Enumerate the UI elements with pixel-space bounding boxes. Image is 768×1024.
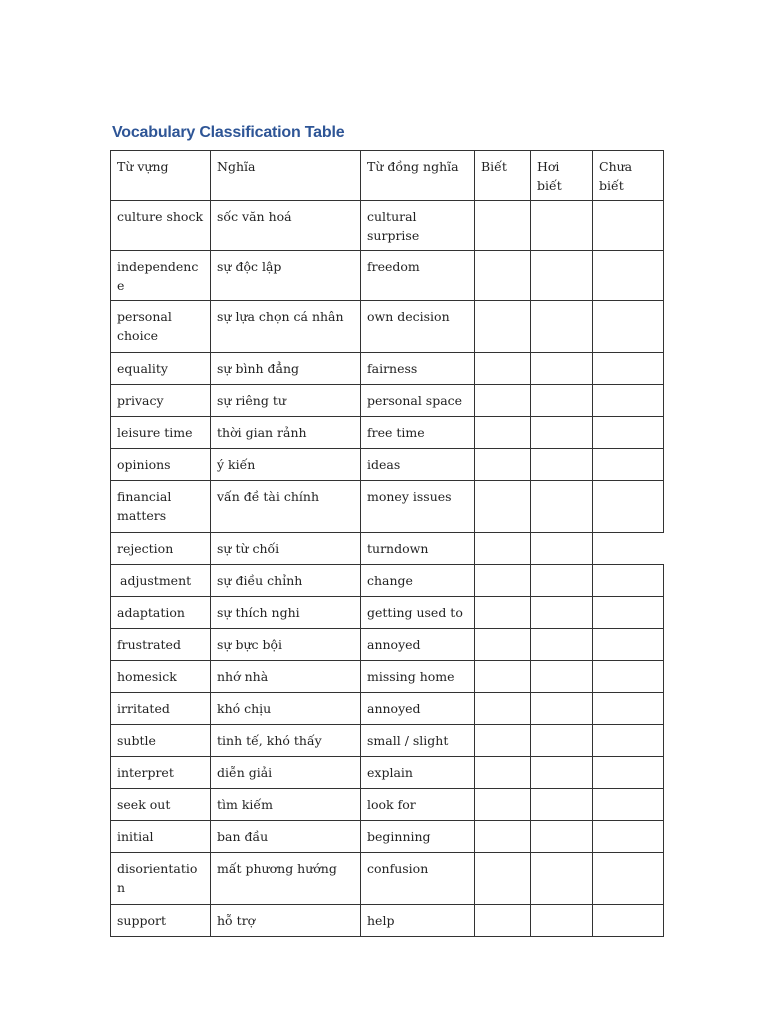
partly-know-checkbox-cell[interactable] xyxy=(531,661,593,693)
term-cell: support xyxy=(111,905,211,937)
table-row xyxy=(111,661,664,693)
not-know-checkbox-cell[interactable] xyxy=(593,481,664,533)
meaning-cell: sốc văn hoá xyxy=(211,201,361,251)
partly-know-checkbox-cell[interactable] xyxy=(531,201,593,251)
term-cell: privacy xyxy=(111,385,211,417)
know-checkbox-cell[interactable] xyxy=(475,565,531,597)
term-cell: interpret xyxy=(111,757,211,789)
synonym-cell: ideas xyxy=(361,449,475,481)
not-know-checkbox-cell[interactable] xyxy=(593,385,664,417)
header-know: Biết xyxy=(475,151,531,201)
meaning-cell: sự độc lập xyxy=(211,251,361,301)
meaning-cell: sự bực bội xyxy=(211,629,361,661)
meaning-cell: thời gian rảnh xyxy=(211,417,361,449)
synonym-cell: fairness xyxy=(361,353,475,385)
not-know-checkbox-cell[interactable] xyxy=(593,597,664,629)
partly-know-checkbox-cell[interactable] xyxy=(531,905,593,937)
partly-know-checkbox-cell[interactable] xyxy=(531,597,593,629)
table-row xyxy=(111,853,664,905)
not-know-checkbox-cell[interactable] xyxy=(593,251,664,301)
table-row xyxy=(111,201,664,251)
meaning-cell: vấn đề tài chính xyxy=(211,481,361,533)
synonym-cell: small / slight xyxy=(361,725,475,757)
term-cell: equality xyxy=(111,353,211,385)
partly-know-checkbox-cell[interactable] xyxy=(531,821,593,853)
table-row xyxy=(111,905,664,937)
synonym-cell: personal space xyxy=(361,385,475,417)
partly-know-checkbox-cell[interactable] xyxy=(531,629,593,661)
meaning-cell: sự riêng tư xyxy=(211,385,361,417)
know-checkbox-cell[interactable] xyxy=(475,629,531,661)
synonym-cell: help xyxy=(361,905,475,937)
not-know-checkbox-cell[interactable] xyxy=(593,725,664,757)
term-cell: frustrated xyxy=(111,629,211,661)
not-know-checkbox-cell[interactable] xyxy=(593,661,664,693)
meaning-cell: tìm kiếm xyxy=(211,789,361,821)
know-checkbox-cell[interactable] xyxy=(475,417,531,449)
know-checkbox-cell[interactable] xyxy=(475,251,531,301)
know-checkbox-cell[interactable] xyxy=(475,789,531,821)
know-checkbox-cell[interactable] xyxy=(475,533,531,565)
know-checkbox-cell[interactable] xyxy=(475,661,531,693)
partly-know-checkbox-cell[interactable] xyxy=(531,251,593,301)
know-checkbox-cell[interactable] xyxy=(475,757,531,789)
not-know-checkbox-cell[interactable] xyxy=(593,533,664,565)
table-row xyxy=(111,693,664,725)
know-checkbox-cell[interactable] xyxy=(475,385,531,417)
synonym-cell: annoyed xyxy=(361,629,475,661)
synonym-cell: explain xyxy=(361,757,475,789)
partly-know-checkbox-cell[interactable] xyxy=(531,481,593,533)
know-checkbox-cell[interactable] xyxy=(475,201,531,251)
partly-know-checkbox-cell[interactable] xyxy=(531,757,593,789)
table-row xyxy=(111,251,664,301)
not-know-checkbox-cell[interactable] xyxy=(593,201,664,251)
not-know-checkbox-cell[interactable] xyxy=(593,629,664,661)
term-cell: adaptation xyxy=(111,597,211,629)
meaning-cell: sự bình đẳng xyxy=(211,353,361,385)
synonym-cell: freedom xyxy=(361,251,475,301)
header-synonym: Từ đồng nghĩa xyxy=(361,151,475,201)
meaning-cell: tinh tế, khó thấy xyxy=(211,725,361,757)
table-row xyxy=(111,533,664,565)
know-checkbox-cell[interactable] xyxy=(475,821,531,853)
meaning-cell: sự điều chỉnh xyxy=(211,565,361,597)
know-checkbox-cell[interactable] xyxy=(475,693,531,725)
know-checkbox-cell[interactable] xyxy=(475,597,531,629)
partly-know-checkbox-cell[interactable] xyxy=(531,417,593,449)
partly-know-checkbox-cell[interactable] xyxy=(531,693,593,725)
table-row xyxy=(111,725,664,757)
meaning-cell: diễn giải xyxy=(211,757,361,789)
table-row xyxy=(111,565,664,597)
term-cell: culture shock xyxy=(111,201,211,251)
term-cell: irritated xyxy=(111,693,211,725)
term-cell: initial xyxy=(111,821,211,853)
synonym-cell: annoyed xyxy=(361,693,475,725)
term-cell: subtle xyxy=(111,725,211,757)
partly-know-checkbox-cell[interactable] xyxy=(531,565,593,597)
table-header-row xyxy=(111,151,664,201)
synonym-cell: change xyxy=(361,565,475,597)
partly-know-checkbox-cell[interactable] xyxy=(531,853,593,905)
not-know-checkbox-cell[interactable] xyxy=(593,905,664,937)
know-checkbox-cell[interactable] xyxy=(475,301,531,353)
table-row xyxy=(111,629,664,661)
page-title: Vocabulary Classification Table xyxy=(112,124,345,141)
meaning-cell: sự thích nghi xyxy=(211,597,361,629)
meaning-cell: ban đầu xyxy=(211,821,361,853)
synonym-cell: getting used to xyxy=(361,597,475,629)
know-checkbox-cell[interactable] xyxy=(475,725,531,757)
header-term: Từ vựng xyxy=(111,151,211,201)
term-cell: independence xyxy=(111,251,211,301)
synonym-cell: turndown xyxy=(361,533,475,565)
synonym-cell: confusion xyxy=(361,853,475,905)
term-cell: personal choice xyxy=(111,301,211,353)
term-cell: seek out xyxy=(111,789,211,821)
meaning-cell: hỗ trợ xyxy=(211,905,361,937)
meaning-cell: ý kiến xyxy=(211,449,361,481)
know-checkbox-cell[interactable] xyxy=(475,905,531,937)
not-know-checkbox-cell[interactable] xyxy=(593,821,664,853)
know-checkbox-cell[interactable] xyxy=(475,449,531,481)
not-know-checkbox-cell[interactable] xyxy=(593,853,664,905)
know-checkbox-cell[interactable] xyxy=(475,481,531,533)
table-row xyxy=(111,481,664,533)
not-know-checkbox-cell[interactable] xyxy=(593,353,664,385)
partly-know-checkbox-cell[interactable] xyxy=(531,533,593,565)
table-row xyxy=(111,789,664,821)
header-meaning: Nghĩa xyxy=(211,151,361,201)
table-row xyxy=(111,385,664,417)
term-cell: rejection xyxy=(111,533,211,565)
synonym-cell: free time xyxy=(361,417,475,449)
meaning-cell: nhớ nhà xyxy=(211,661,361,693)
synonym-cell: money issues xyxy=(361,481,475,533)
know-checkbox-cell[interactable] xyxy=(475,853,531,905)
partly-know-checkbox-cell[interactable] xyxy=(531,353,593,385)
not-know-checkbox-cell[interactable] xyxy=(593,789,664,821)
partly-know-checkbox-cell[interactable] xyxy=(531,789,593,821)
table-row xyxy=(111,417,664,449)
term-cell: financial matters xyxy=(111,481,211,533)
table-row xyxy=(111,353,664,385)
term-cell: disorientation xyxy=(111,853,211,905)
not-know-checkbox-cell[interactable] xyxy=(593,449,664,481)
table-row xyxy=(111,301,664,353)
header-not-know: Chưa biết xyxy=(593,151,664,201)
synonym-cell: missing home xyxy=(361,661,475,693)
partly-know-checkbox-cell[interactable] xyxy=(531,725,593,757)
meaning-cell: sự từ chối xyxy=(211,533,361,565)
partly-know-checkbox-cell[interactable] xyxy=(531,301,593,353)
synonym-cell: cultural surprise xyxy=(361,201,475,251)
term-cell: adjustment xyxy=(111,565,211,597)
not-know-checkbox-cell[interactable] xyxy=(593,565,664,597)
not-know-checkbox-cell[interactable] xyxy=(593,693,664,725)
synonym-cell: own decision xyxy=(361,301,475,353)
vocabulary-table xyxy=(110,150,664,937)
synonym-cell: look for xyxy=(361,789,475,821)
table-row xyxy=(111,449,664,481)
not-know-checkbox-cell[interactable] xyxy=(593,301,664,353)
term-cell: leisure time xyxy=(111,417,211,449)
not-know-checkbox-cell[interactable] xyxy=(593,417,664,449)
header-partly-know: Hơi biết xyxy=(531,151,593,201)
know-checkbox-cell[interactable] xyxy=(475,353,531,385)
partly-know-checkbox-cell[interactable] xyxy=(531,385,593,417)
term-cell: opinions xyxy=(111,449,211,481)
not-know-checkbox-cell[interactable] xyxy=(593,757,664,789)
meaning-cell: khó chịu xyxy=(211,693,361,725)
synonym-cell: beginning xyxy=(361,821,475,853)
meaning-cell: mất phương hướng xyxy=(211,853,361,905)
meaning-cell: sự lựa chọn cá nhân xyxy=(211,301,361,353)
partly-know-checkbox-cell[interactable] xyxy=(531,449,593,481)
table-row xyxy=(111,597,664,629)
table-row xyxy=(111,821,664,853)
term-cell: homesick xyxy=(111,661,211,693)
table-row xyxy=(111,757,664,789)
